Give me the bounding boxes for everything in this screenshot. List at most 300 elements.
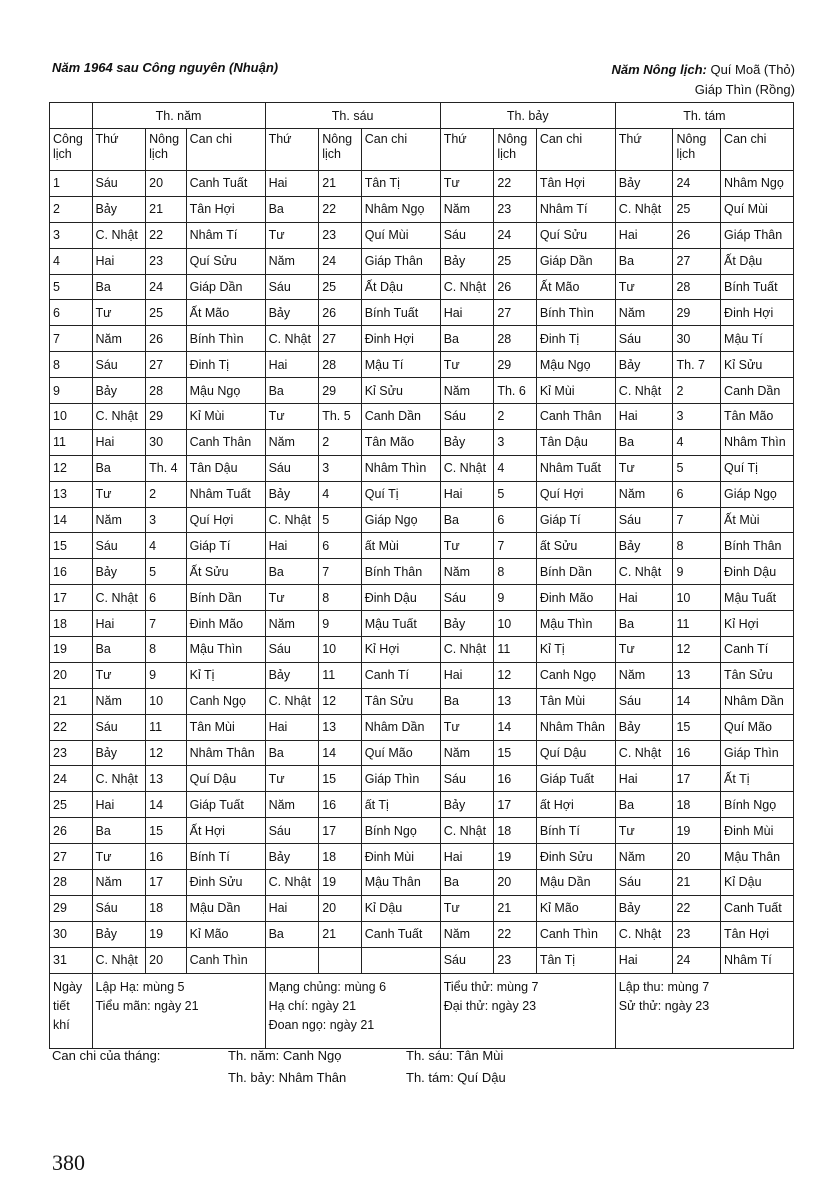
can-chi-cell: Canh Thìn	[186, 947, 265, 973]
table-row	[50, 507, 794, 533]
nong-lich-cell: 9	[673, 559, 721, 585]
can-chi-cell: Mậu Tí	[721, 326, 794, 352]
can-chi-cell: Bính Thân	[721, 533, 794, 559]
nong-lich-cell: 16	[673, 740, 721, 766]
day-cell: 7	[50, 326, 93, 352]
nong-lich-cell: 20	[494, 870, 537, 896]
can-chi-cell: Ất Sửu	[186, 559, 265, 585]
sub-header-can-chi: Can chi	[721, 129, 794, 171]
nong-lich-cell: 10	[673, 585, 721, 611]
nong-lich-cell: 30	[673, 326, 721, 352]
thu-cell: Bảy	[265, 844, 319, 870]
thu-cell: Sáu	[440, 404, 494, 430]
thu-cell: Năm	[265, 248, 319, 274]
nong-lich-cell: 29	[319, 378, 362, 404]
can-chi-cell: Quí Hợi	[186, 507, 265, 533]
nong-lich-cell: 18	[673, 792, 721, 818]
tiet-khi-item: Tiểu thử: mùng 7	[443, 979, 539, 994]
nong-lich-cell: 21	[494, 895, 537, 921]
thu-cell: Sáu	[615, 870, 673, 896]
thu-cell: Tư	[615, 818, 673, 844]
table-row	[50, 585, 794, 611]
thu-cell: Ba	[440, 870, 494, 896]
can-chi-cell: Bính Tuất	[721, 274, 794, 300]
tiet-khi-item: Tiểu mãn: ngày 21	[95, 998, 199, 1013]
thu-cell: Bảy	[615, 895, 673, 921]
nong-lich-cell: 22	[673, 895, 721, 921]
nong-lich-cell: 11	[319, 662, 362, 688]
tiet-khi-item: Đại thử: ngày 23	[443, 998, 537, 1013]
can-chi-cell: ất Hợi	[536, 792, 615, 818]
nong-lich-cell: 4	[673, 429, 721, 455]
thu-cell: Bảy	[615, 352, 673, 378]
thu-cell: Ba	[440, 507, 494, 533]
thu-cell: Hai	[615, 222, 673, 248]
thu-cell: Ba	[615, 792, 673, 818]
thu-cell: Hai	[265, 895, 319, 921]
nong-lich-cell: 18	[494, 818, 537, 844]
thu-cell: Bảy	[92, 740, 146, 766]
nong-lich-cell: 29	[146, 404, 186, 430]
nong-lich-cell: 16	[146, 844, 186, 870]
can-chi-cell: Canh Thìn	[536, 921, 615, 947]
month-can-chi-section	[52, 1048, 812, 1092]
can-chi-cell: Đinh Mão	[186, 611, 265, 637]
thu-cell: Bảy	[92, 196, 146, 222]
can-chi-cell: Mậu Thân	[361, 870, 440, 896]
can-chi-cell: Giáp Ngọ	[361, 507, 440, 533]
sub-header-nong-lich: Nông lịch	[146, 129, 186, 171]
nong-lich-cell: 22	[494, 921, 537, 947]
can-chi-cell: Giáp Thân	[361, 248, 440, 274]
can-chi-cell: Quí Mùi	[721, 196, 794, 222]
can-chi-cell: Bính Thìn	[536, 300, 615, 326]
sub-header-nong-lich: Nông lịch	[494, 129, 537, 171]
day-cell: 13	[50, 481, 93, 507]
day-cell: 17	[50, 585, 93, 611]
thu-cell: Năm	[92, 507, 146, 533]
can-chi-cell: Canh Thân	[536, 404, 615, 430]
thu-cell: Tư	[265, 404, 319, 430]
nong-lich-cell: 14	[494, 714, 537, 740]
can-chi-cell: Đinh Hợi	[361, 326, 440, 352]
table-row	[50, 196, 794, 222]
table-row	[50, 895, 794, 921]
thu-cell: Tư	[440, 714, 494, 740]
nong-lich-cell: 23	[494, 196, 537, 222]
nong-lich-cell: 7	[319, 559, 362, 585]
sub-header-nong-lich: Nông lịch	[673, 129, 721, 171]
thu-cell: C. Nhật	[440, 274, 494, 300]
can-chi-cell: Ất Tị	[721, 766, 794, 792]
can-chi-cell: ất Tị	[361, 792, 440, 818]
thu-cell: Hai	[92, 611, 146, 637]
day-cell: 5	[50, 274, 93, 300]
nong-lich-cell: 27	[146, 352, 186, 378]
nong-lich-cell: 14	[319, 740, 362, 766]
thu-cell: Sáu	[440, 222, 494, 248]
thu-cell: Hai	[440, 481, 494, 507]
can-chi-cell	[361, 947, 440, 973]
thu-cell: Ba	[92, 818, 146, 844]
nong-lich-cell: 3	[319, 455, 362, 481]
table-row	[50, 844, 794, 870]
thu-cell: Hai	[615, 404, 673, 430]
nong-lich-cell: 17	[146, 870, 186, 896]
can-chi-cell: Kỉ Mão	[186, 921, 265, 947]
nong-lich-cell: 2	[673, 378, 721, 404]
day-cell: 12	[50, 455, 93, 481]
sub-header-row	[50, 129, 794, 171]
thu-cell: Năm	[92, 326, 146, 352]
table-row	[50, 378, 794, 404]
can-chi-cell: Bính Tí	[186, 844, 265, 870]
nong-lich-cell: 9	[319, 611, 362, 637]
nong-lich-cell: 16	[494, 766, 537, 792]
nong-lich-cell: 25	[146, 300, 186, 326]
sub-header-can-chi: Can chi	[361, 129, 440, 171]
thu-cell: Sáu	[92, 533, 146, 559]
table-row	[50, 740, 794, 766]
lunar-year-value-1: Quí Moã (Thỏ)	[710, 62, 795, 77]
month-can-chi-7: Th. bảy: Nhâm Thân	[228, 1070, 347, 1085]
table-row	[50, 662, 794, 688]
can-chi-cell: Giáp Tí	[186, 533, 265, 559]
can-chi-cell: Tân Mão	[721, 404, 794, 430]
nong-lich-cell: Th. 4	[146, 455, 186, 481]
nong-lich-cell: 20	[146, 171, 186, 197]
can-chi-cell: Kỉ Mão	[536, 895, 615, 921]
nong-lich-cell: 13	[319, 714, 362, 740]
can-chi-cell: Ất Mùi	[721, 507, 794, 533]
corner-cell	[50, 103, 93, 129]
month-header-6: Th. sáu	[265, 103, 440, 129]
thu-cell: Sáu	[615, 688, 673, 714]
day-cell: 28	[50, 870, 93, 896]
can-chi-cell: Canh Dần	[361, 404, 440, 430]
nong-lich-cell: 23	[146, 248, 186, 274]
can-chi-cell: Quí Mùi	[361, 222, 440, 248]
day-cell: 26	[50, 818, 93, 844]
nong-lich-cell: 6	[673, 481, 721, 507]
nong-lich-cell: 6	[146, 585, 186, 611]
can-chi-cell: Bính Tuất	[361, 300, 440, 326]
day-cell: 6	[50, 300, 93, 326]
can-chi-cell: Đinh Sửu	[186, 870, 265, 896]
can-chi-cell: Nhâm Tí	[721, 947, 794, 973]
nong-lich-cell: 16	[319, 792, 362, 818]
can-chi-cell: Đinh Dậu	[361, 585, 440, 611]
nong-lich-cell: 9	[146, 662, 186, 688]
nong-lich-cell: 10	[494, 611, 537, 637]
can-chi-cell: Nhâm Tuất	[186, 481, 265, 507]
month-header-5: Th. năm	[92, 103, 265, 129]
day-cell: 9	[50, 378, 93, 404]
thu-cell: Tư	[615, 455, 673, 481]
sub-header-thu: Thứ	[265, 129, 319, 171]
can-chi-cell: Đinh Sửu	[536, 844, 615, 870]
nong-lich-cell: 27	[494, 300, 537, 326]
day-cell: 10	[50, 404, 93, 430]
nong-lich-cell: 7	[494, 533, 537, 559]
thu-cell: Ba	[265, 921, 319, 947]
thu-cell: Tư	[440, 352, 494, 378]
nong-lich-cell: 3	[673, 404, 721, 430]
thu-cell: Năm	[440, 196, 494, 222]
nong-lich-cell: 22	[319, 196, 362, 222]
nong-lich-cell: 4	[146, 533, 186, 559]
nong-lich-cell: 24	[494, 222, 537, 248]
thu-cell: Ba	[265, 378, 319, 404]
day-cell: 8	[50, 352, 93, 378]
nong-lich-cell: 6	[494, 507, 537, 533]
can-chi-cell: Kỉ Mùi	[186, 404, 265, 430]
day-cell: 14	[50, 507, 93, 533]
can-chi-cell: Tân Dậu	[536, 429, 615, 455]
thu-cell: Tư	[615, 274, 673, 300]
can-chi-cell: Giáp Tuất	[536, 766, 615, 792]
can-chi-cell: Mậu Thìn	[186, 637, 265, 663]
nong-lich-cell: 12	[319, 688, 362, 714]
thu-cell: Sáu	[92, 171, 146, 197]
nong-lich-cell: 2	[494, 404, 537, 430]
thu-cell: Năm	[92, 688, 146, 714]
nong-lich-cell: 15	[494, 740, 537, 766]
can-chi-cell: Mậu Ngọ	[536, 352, 615, 378]
thu-cell: Tư	[92, 300, 146, 326]
thu-cell: Năm	[265, 429, 319, 455]
nong-lich-cell: 5	[146, 559, 186, 585]
thu-cell: Ba	[615, 429, 673, 455]
table-row	[50, 300, 794, 326]
nong-lich-cell: 23	[494, 947, 537, 973]
thu-cell: Tư	[440, 895, 494, 921]
nong-lich-cell: 6	[319, 533, 362, 559]
day-cell: 27	[50, 844, 93, 870]
nong-lich-cell: 8	[146, 637, 186, 663]
can-chi-cell: Quí Hợi	[536, 481, 615, 507]
can-chi-cell: Giáp Thìn	[361, 766, 440, 792]
nong-lich-cell: 15	[146, 818, 186, 844]
thu-cell: Sáu	[265, 274, 319, 300]
nong-lich-cell: 30	[146, 429, 186, 455]
nong-lich-cell: 12	[673, 637, 721, 663]
lunar-year-label: Năm Nông lịch:	[611, 62, 707, 77]
thu-cell: Bảy	[440, 792, 494, 818]
thu-cell: Hai	[440, 300, 494, 326]
can-chi-cell: Đinh Dậu	[721, 559, 794, 585]
thu-cell: Bảy	[92, 921, 146, 947]
nong-lich-cell: 26	[319, 300, 362, 326]
can-chi-cell: ất Mùi	[361, 533, 440, 559]
day-cell: 22	[50, 714, 93, 740]
can-chi-cell: Giáp Tí	[536, 507, 615, 533]
nong-lich-cell: 21	[673, 870, 721, 896]
can-chi-cell: Kỉ Mùi	[536, 378, 615, 404]
thu-cell: C. Nhật	[92, 404, 146, 430]
nong-lich-cell: 19	[494, 844, 537, 870]
day-cell: 20	[50, 662, 93, 688]
thu-cell: Ba	[615, 248, 673, 274]
table-row	[50, 326, 794, 352]
can-chi-cell: Bính Dần	[186, 585, 265, 611]
thu-cell: Bảy	[440, 611, 494, 637]
month-header-8: Th. tám	[615, 103, 793, 129]
can-chi-cell: Nhâm Dần	[361, 714, 440, 740]
can-chi-cell: Mậu Dần	[186, 895, 265, 921]
nong-lich-cell: 24	[673, 171, 721, 197]
thu-cell: Hai	[440, 844, 494, 870]
can-chi-cell: Canh Dần	[721, 378, 794, 404]
nong-lich-cell: 25	[673, 196, 721, 222]
nong-lich-cell: 26	[673, 222, 721, 248]
thu-cell: Hai	[615, 766, 673, 792]
can-chi-cell: Mậu Dần	[536, 870, 615, 896]
thu-cell: Tư	[265, 585, 319, 611]
nong-lich-cell: 28	[319, 352, 362, 378]
lunar-year-info	[612, 60, 796, 100]
nong-lich-cell: 17	[494, 792, 537, 818]
day-cell: 1	[50, 171, 93, 197]
can-chi-cell: Canh Ngọ	[186, 688, 265, 714]
can-chi-cell: Ất Dậu	[361, 274, 440, 300]
thu-cell: Năm	[265, 792, 319, 818]
thu-cell: C. Nhật	[615, 378, 673, 404]
nong-lich-cell: 21	[319, 171, 362, 197]
can-chi-cell: Tân Sửu	[361, 688, 440, 714]
can-chi-cell: Tân Mão	[361, 429, 440, 455]
thu-cell: Ba	[440, 326, 494, 352]
nong-lich-cell: 8	[673, 533, 721, 559]
thu-cell: C. Nhật	[615, 921, 673, 947]
thu-cell: Ba	[615, 611, 673, 637]
can-chi-cell: Đinh Mão	[536, 585, 615, 611]
thu-cell: Sáu	[265, 637, 319, 663]
thu-cell: Hai	[615, 585, 673, 611]
nong-lich-cell: 8	[319, 585, 362, 611]
nong-lich-cell: 26	[494, 274, 537, 300]
calendar-table	[49, 102, 794, 1049]
can-chi-cell: Tân Mùi	[186, 714, 265, 740]
nong-lich-cell: 21	[319, 921, 362, 947]
thu-cell: Hai	[265, 714, 319, 740]
day-cell: 11	[50, 429, 93, 455]
can-chi-cell: Kỉ Hợi	[361, 637, 440, 663]
nong-lich-cell: 23	[319, 222, 362, 248]
tiet-khi-month-7	[440, 973, 615, 1048]
nong-lich-cell: 27	[319, 326, 362, 352]
thu-cell: C. Nhật	[92, 222, 146, 248]
day-cell: 15	[50, 533, 93, 559]
can-chi-cell: Mậu Tuất	[361, 611, 440, 637]
thu-cell: Hai	[92, 792, 146, 818]
table-row	[50, 429, 794, 455]
thu-cell: Năm	[615, 662, 673, 688]
nong-lich-cell: 3	[146, 507, 186, 533]
day-cell: 3	[50, 222, 93, 248]
can-chi-cell: Ất Dậu	[721, 248, 794, 274]
day-cell: 31	[50, 947, 93, 973]
thu-cell: C. Nhật	[265, 326, 319, 352]
thu-cell: Bảy	[440, 248, 494, 274]
nong-lich-cell: 14	[146, 792, 186, 818]
year-title: Năm 1964 sau Công nguyên (Nhuận)	[52, 60, 279, 75]
thu-cell: Sáu	[265, 455, 319, 481]
nong-lich-cell: 13	[146, 766, 186, 792]
nong-lich-cell: 23	[673, 921, 721, 947]
thu-cell: Bảy	[265, 300, 319, 326]
thu-cell: Bảy	[615, 171, 673, 197]
can-chi-cell: Kỉ Dậu	[361, 895, 440, 921]
thu-cell: Tư	[440, 533, 494, 559]
tiet-khi-month-5	[92, 973, 265, 1048]
table-row	[50, 921, 794, 947]
nong-lich-cell: 17	[319, 818, 362, 844]
can-chi-cell: Tân Hợi	[186, 196, 265, 222]
can-chi-cell: Nhâm Ngọ	[361, 196, 440, 222]
nong-lich-cell: 14	[673, 688, 721, 714]
can-chi-cell: Tân Dậu	[186, 455, 265, 481]
can-chi-cell: Tân Hợi	[721, 921, 794, 947]
can-chi-cell: Nhâm Thân	[186, 740, 265, 766]
thu-cell: C. Nhật	[440, 818, 494, 844]
nong-lich-cell: 18	[146, 895, 186, 921]
thu-cell: Năm	[92, 870, 146, 896]
table-row	[50, 637, 794, 663]
thu-cell: C. Nhật	[440, 455, 494, 481]
thu-cell: Bảy	[615, 714, 673, 740]
can-chi-cell: Kỉ Dậu	[721, 870, 794, 896]
day-cell: 30	[50, 921, 93, 947]
day-cell: 18	[50, 611, 93, 637]
can-chi-cell: Bính Ngọ	[361, 818, 440, 844]
can-chi-cell: Tân Mùi	[536, 688, 615, 714]
thu-cell: Tư	[92, 481, 146, 507]
sub-header-thu: Thứ	[440, 129, 494, 171]
nong-lich-cell: 10	[146, 688, 186, 714]
table-row	[50, 455, 794, 481]
tiet-khi-item: Hạ chí: ngày 21	[268, 998, 357, 1013]
can-chi-cell: Giáp Dần	[186, 274, 265, 300]
thu-cell: Sáu	[440, 585, 494, 611]
month-can-chi-label: Can chi của tháng:	[52, 1048, 161, 1063]
thu-cell: C. Nhật	[440, 637, 494, 663]
nong-lich-cell: 13	[494, 688, 537, 714]
nong-lich-cell: 28	[673, 274, 721, 300]
can-chi-cell: Nhâm Thân	[536, 714, 615, 740]
can-chi-cell: ất Sửu	[536, 533, 615, 559]
thu-cell: C. Nhật	[92, 947, 146, 973]
can-chi-cell: Giáp Tuất	[186, 792, 265, 818]
thu-cell: Hai	[92, 429, 146, 455]
thu-cell: Ba	[265, 196, 319, 222]
table-row	[50, 688, 794, 714]
nong-lich-cell: 4	[494, 455, 537, 481]
nong-lich-cell: 26	[146, 326, 186, 352]
table-row	[50, 947, 794, 973]
can-chi-cell: Giáp Thân	[721, 222, 794, 248]
nong-lich-cell: 25	[494, 248, 537, 274]
thu-cell: Năm	[615, 300, 673, 326]
table-row	[50, 404, 794, 430]
thu-cell: Hai	[265, 533, 319, 559]
thu-cell: C. Nhật	[615, 559, 673, 585]
thu-cell: Tư	[265, 766, 319, 792]
day-cell: 4	[50, 248, 93, 274]
nong-lich-cell	[319, 947, 362, 973]
table-row	[50, 274, 794, 300]
thu-cell: C. Nhật	[92, 766, 146, 792]
